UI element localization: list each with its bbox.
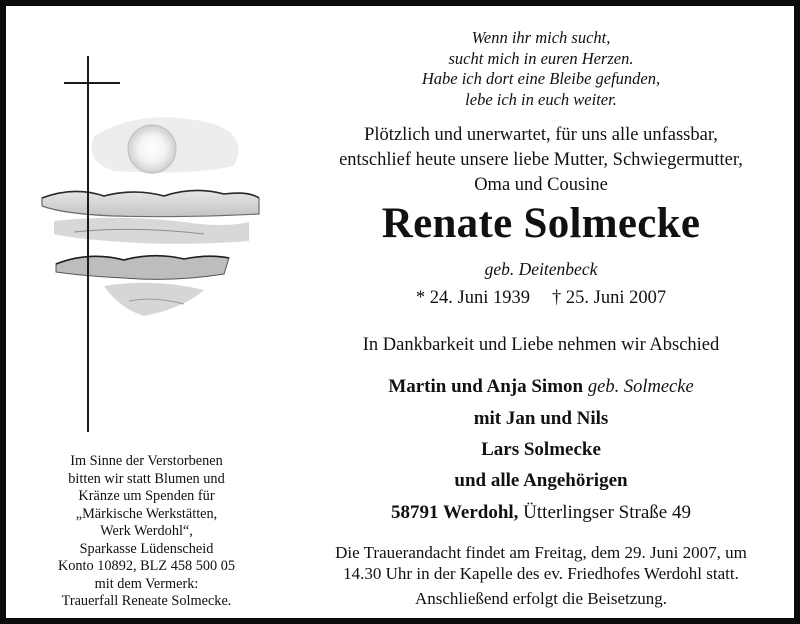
donation-line: Im Sinne der Verstorbenen — [70, 453, 223, 469]
street: Ütterlingser Straße 49 — [523, 502, 691, 523]
service-info — [291, 542, 791, 584]
birth-name: geb. Deitenbeck — [484, 259, 598, 279]
farewell-line: In Dankbarkeit und Liebe nehmen wir Abschied — [362, 335, 720, 355]
intro-line: Plötzlich und unerwartet, für uns alle unfassbar, — [364, 125, 718, 145]
hill-near — [56, 256, 229, 280]
service-line: Die Trauerandacht findet am Freitag, dem 29. Juni 2007, um — [335, 543, 747, 562]
life-dates — [291, 287, 791, 309]
mourner-line: und alle Angehörigen — [454, 470, 628, 491]
poem-line: sucht mich in euren Herzen. — [448, 48, 634, 68]
intro-line: entschlief heute unsere liebe Mutter, Schwiegermutter, — [339, 150, 743, 170]
mourner-line — [291, 371, 791, 403]
birth-date: * 24. Juni 1939 — [415, 288, 530, 308]
mourner-line: Lars Solmecke — [481, 439, 601, 460]
death-date: † 25. Juni 2007 — [552, 288, 667, 308]
donation-line: mit dem Vermerk: — [94, 575, 199, 592]
mourners — [291, 371, 791, 496]
poem-line: lebe ich in euch weiter. — [465, 89, 617, 109]
donation-line: Sparkasse Lüdenscheid — [79, 540, 214, 557]
service-line: 14.30 Uhr in der Kapelle des ev. Friedhofes Werdohl statt. — [343, 564, 739, 583]
donation-line: „Märkische Werkstätten, — [75, 505, 218, 522]
cross-and-landscape-icon — [34, 46, 274, 436]
donation-line: Kränze um Spenden für — [78, 488, 215, 504]
donation-line: Werk Werdohl“, — [100, 523, 193, 539]
donation-note — [34, 453, 259, 611]
mourning-address — [291, 501, 791, 525]
intro-line: Oma und Cousine — [474, 175, 608, 195]
postal-city: 58791 Werdohl, — [391, 502, 519, 523]
mourner-line: mit Jan und Nils — [473, 408, 609, 429]
mourner-names: Martin und Anja Simon — [388, 376, 584, 397]
poem — [291, 28, 791, 110]
sun-shape — [128, 125, 176, 173]
donation-line: Trauerfall Reneate Solmecke. — [61, 593, 232, 609]
poem-line: Habe ich dort eine Bleibe gefunden, — [421, 69, 661, 88]
deceased-name: Renate Solmecke — [381, 200, 701, 247]
mourner-birth-name: geb. Solmecke — [587, 377, 694, 397]
announcement-intro — [291, 123, 791, 198]
donation-line: bitten wir statt Blumen und — [68, 470, 225, 487]
poem-line: Wenn ihr mich sucht, — [471, 28, 611, 47]
donation-line: Konto 10892, BLZ 458 500 05 — [57, 558, 236, 574]
burial-info: Anschließend erfolgt die Beisetzung. — [414, 589, 668, 608]
